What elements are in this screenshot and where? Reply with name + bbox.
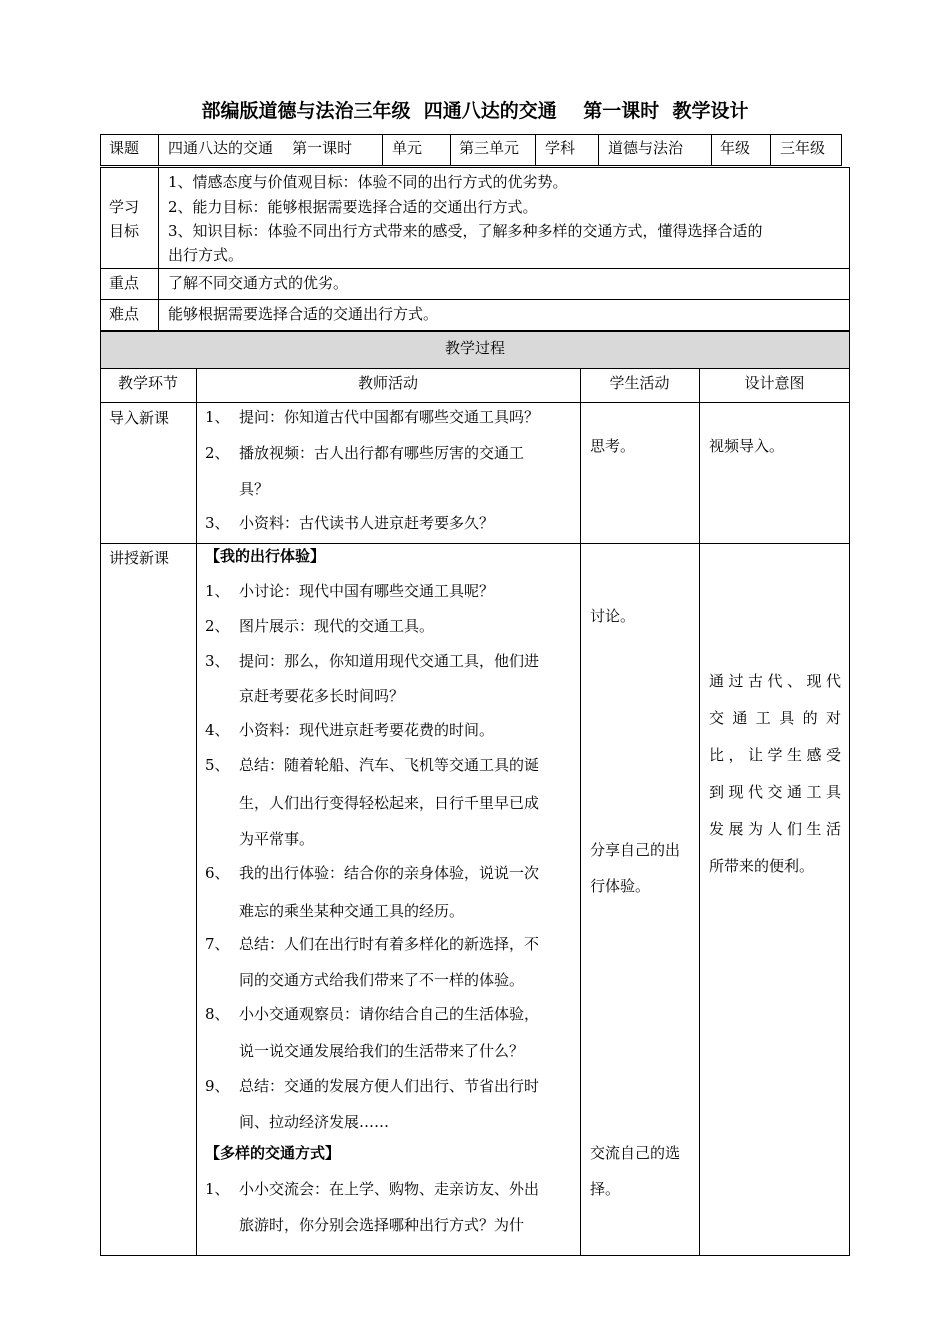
- divider: [100, 268, 850, 269]
- item-number: 1、: [205, 1180, 230, 1198]
- item-text: 间、拉动经济发展……: [239, 1113, 390, 1131]
- intent-line: 发展为人们生活: [709, 820, 841, 838]
- item-number: 1、: [205, 582, 230, 600]
- difficulty-value: 能够根据需要选择合适的交通出行方式。: [168, 305, 439, 323]
- divider: [100, 402, 850, 403]
- item-number: 8、: [205, 1005, 230, 1023]
- item-text: 同的交通方式给我们带来了不一样的体验。: [239, 971, 525, 989]
- section-heading: 【多样的交通方式】: [205, 1144, 341, 1162]
- item-number: 1、: [205, 408, 230, 426]
- lecture-student-2: 分享自己的出: [590, 841, 681, 859]
- divider: [699, 368, 700, 1256]
- topic-label: 课题: [109, 139, 140, 157]
- item-text: 小讨论：现代中国有哪些交通工具呢？: [239, 582, 495, 600]
- item-text: 提问：你知道古代中国都有哪些交通工具吗？: [239, 408, 540, 426]
- item-text: 图片展示：现代的交通工具。: [239, 617, 435, 635]
- divider: [100, 368, 850, 369]
- item-text: 小资料：古代读书人进京赶考要多久？: [239, 514, 495, 532]
- item-text: 总结：人们在出行时有着多样化的新选择，不: [239, 935, 540, 953]
- grade-label: 年级: [720, 139, 751, 157]
- lecture-student-3: 择。: [590, 1180, 621, 1198]
- grade-value: 三年级: [780, 139, 826, 157]
- goal-line: 2、能力目标：能够根据需要选择合适的交通出行方式。: [168, 198, 538, 216]
- intro-intent: 视频导入。: [709, 437, 785, 455]
- divider: [196, 368, 197, 1256]
- divider: [535, 134, 536, 166]
- divider: [711, 134, 712, 166]
- document-title: 部编版道德与法治三年级 四通八达的交通 第一课时 教学设计: [201, 100, 749, 122]
- subject-label: 学科: [545, 139, 576, 157]
- divider: [580, 368, 581, 1256]
- col-header-teacher: 教师活动: [357, 374, 418, 392]
- goal-line: 1、情感态度与价值观目标：体验不同的出行方式的优劣势。: [168, 173, 568, 191]
- intent-line: 到现代交通工具: [709, 783, 841, 801]
- item-text: 具？: [239, 480, 270, 498]
- lecture-intent: [709, 663, 841, 885]
- unit-value: 第三单元: [459, 139, 520, 157]
- goals-label: 目标: [109, 222, 140, 240]
- divider: [100, 543, 850, 544]
- intent-line: 交通工具的对: [709, 709, 841, 727]
- section-heading: 【我的出行体验】: [205, 547, 326, 565]
- intent-line: 所带来的便利。: [709, 857, 815, 875]
- col-header-student: 学生活动: [609, 374, 670, 392]
- col-header-intent: 设计意图: [744, 374, 805, 392]
- item-text: 旅游时，你分别会选择哪种出行方式？为什: [239, 1216, 525, 1234]
- process-title: 教学过程: [444, 339, 505, 357]
- item-text: 总结：随着轮船、汽车、飞机等交通工具的诞: [239, 756, 540, 774]
- lecture-student-2: 行体验。: [590, 877, 651, 895]
- item-text: 提问：那么，你知道用现代交通工具，他们进: [239, 652, 540, 670]
- lecture-student-3: 交流自己的选: [590, 1144, 681, 1162]
- item-number: 9、: [205, 1077, 230, 1095]
- intro-student: 思考。: [590, 437, 636, 455]
- divider: [158, 134, 159, 166]
- divider: [382, 134, 383, 166]
- key-point-value: 了解不同交通方式的优劣。: [168, 274, 349, 292]
- subject-value: 道德与法治: [608, 139, 684, 157]
- item-text: 生，人们出行变得轻松起来，日行千里早已成: [239, 794, 540, 812]
- divider: [450, 134, 451, 166]
- unit-label: 单元: [392, 139, 423, 157]
- item-text: 难忘的乘坐某种交通工具的经历。: [239, 902, 465, 920]
- goals-label: 学习: [109, 198, 140, 216]
- item-text: 我的出行体验：结合你的亲身体验，说说一次: [239, 864, 540, 882]
- stage-lecture: 讲授新课: [109, 549, 170, 567]
- item-text: 播放视频：古人出行都有哪些厉害的交通工: [239, 444, 525, 462]
- item-number: 2、: [205, 617, 230, 635]
- stage-intro: 导入新课: [109, 409, 170, 427]
- item-text: 小小交通观察员：请你结合自己的生活体验，: [239, 1005, 540, 1023]
- col-header-stage: 教学环节: [117, 374, 178, 392]
- goal-line: 3、知识目标：体验不同出行方式带来的感受，了解多种多样的交通方式，懂得选择合适的: [168, 222, 763, 240]
- item-number: 6、: [205, 864, 230, 882]
- key-point-label: 重点: [109, 274, 140, 292]
- divider: [770, 134, 771, 166]
- topic-value: 四通八达的交通 第一课时: [168, 139, 353, 157]
- difficulty-label: 难点: [109, 305, 140, 323]
- item-text: 小小交流会：在上学、购物、走亲访友、外出: [239, 1180, 540, 1198]
- item-text: 小资料：现代进京赶考要花费的时间。: [239, 721, 495, 739]
- divider: [598, 134, 599, 166]
- item-text: 京赶考要花多长时间吗？: [239, 687, 405, 705]
- item-text: 说一说交通发展给我们的生活带来了什么？: [239, 1042, 525, 1060]
- item-text: 总结：交通的发展方便人们出行、节省出行时: [239, 1077, 540, 1095]
- intent-line: 通过古代、现代: [709, 672, 841, 690]
- item-text: 为平常事。: [239, 830, 315, 848]
- item-number: 5、: [205, 756, 230, 774]
- item-number: 3、: [205, 652, 230, 670]
- lecture-student-1: 讨论。: [590, 607, 636, 625]
- divider: [100, 299, 850, 300]
- item-number: 2、: [205, 444, 230, 462]
- intent-line: 比，让学生感受: [709, 746, 841, 764]
- item-number: 3、: [205, 514, 230, 532]
- item-number: 7、: [205, 935, 230, 953]
- divider: [158, 167, 159, 331]
- goal-line: 出行方式。: [168, 246, 244, 264]
- item-number: 4、: [205, 721, 230, 739]
